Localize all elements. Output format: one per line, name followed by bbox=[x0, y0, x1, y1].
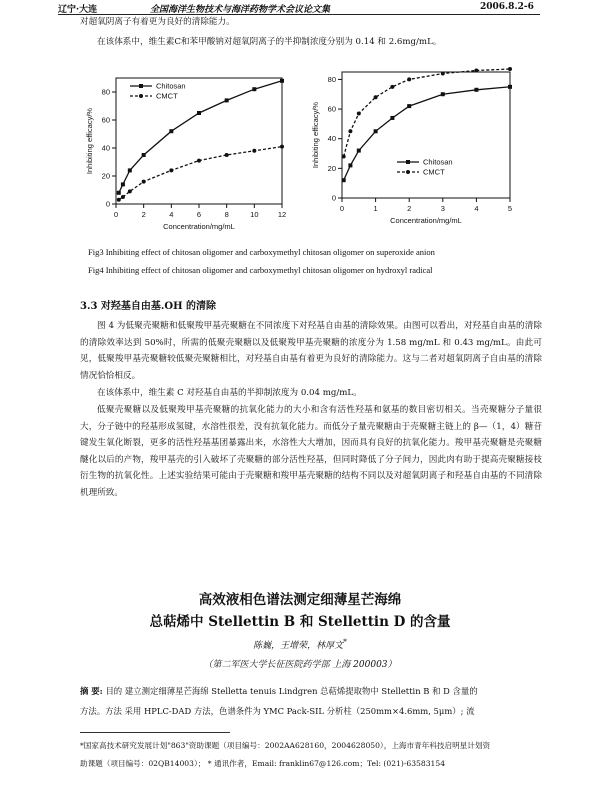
data-point-cmct bbox=[117, 198, 121, 202]
y-tick-label: 80 bbox=[101, 87, 110, 97]
fig3-caption: Fig3 Inhibiting effect of chitosan oligomer and carboxymethyl chitosan oligomer on superoxide anion bbox=[88, 247, 435, 257]
y-axis-label: Inhibiting efficacy/% bbox=[85, 107, 94, 175]
legend-label-cmct: CMCT bbox=[156, 91, 178, 101]
article-title-line-2: 总萜烯中 Stellettin B 和 Stellettin D 的含量 bbox=[149, 614, 451, 630]
legend-label-cmct: CMCT bbox=[423, 167, 445, 177]
legend-marker-cmct bbox=[139, 94, 143, 98]
abstract-text-1: 目的 建立测定细薄星芒海绵 Stelletta tenuis Lindgren 总萜烯提取物中 Stellettin B 和 D 含量的 bbox=[105, 686, 478, 696]
data-point-chitosan bbox=[280, 79, 284, 83]
section-para-1: 图 4 为低聚壳聚糖和低聚羧甲基壳聚糖在不同浓度下对羟基自由基的清除效果。由图可以看出，对羟基自由基的清除的清除效率达到 50%时，所需的低聚壳聚糖以及低聚羧甲基壳聚糖的浓度分为 1.58 mg/mL 和 0.43 mg/mL。由此可见，低聚羧甲基壳聚糖较低聚壳聚糖相比，对羟基自由基有着更为良好的清除能力。这与二者对超氧阴离子自由基的清除情况恰恰相反。 bbox=[80, 321, 542, 381]
data-point-chitosan bbox=[374, 129, 378, 133]
footnote-line-2: 助课题（项目编号：02QB14003）； * 通讯作者，Email: franklin67@126.com；Tel: (021)-63583154 bbox=[80, 759, 446, 768]
x-tick-label: 0 bbox=[339, 204, 345, 213]
body-line-2: 在该体系中，维生素C和苯甲酸钠对超氧阴离子的半抑制浓度分别为 0.14 和 2.6mg/mL。 bbox=[97, 37, 442, 47]
x-tick-label: 2 bbox=[141, 210, 146, 219]
data-point-chitosan bbox=[348, 163, 352, 167]
y-tick-label: 20 bbox=[327, 163, 336, 173]
x-tick-label: 4 bbox=[169, 210, 174, 219]
y-tick-label: 40 bbox=[101, 143, 110, 153]
x-tick-label: 2 bbox=[407, 204, 412, 213]
header-left: 辽宁·大连 bbox=[58, 5, 98, 15]
body-line-1: 对超氧阴离子有着更为良好的清除能力。 bbox=[80, 17, 235, 27]
section-para-2: 在该体系中，维生素 C 对羟基自由基的半抑制浓度为 0.04 mg/mL。 bbox=[97, 388, 362, 398]
data-point-cmct bbox=[225, 153, 229, 157]
data-point-cmct bbox=[374, 95, 378, 99]
x-axis-label: Concentration/mg/mL bbox=[390, 216, 462, 225]
data-point-cmct bbox=[128, 189, 132, 193]
data-point-chitosan bbox=[357, 149, 361, 153]
data-point-chitosan bbox=[128, 168, 132, 172]
data-point-cmct bbox=[390, 85, 394, 89]
data-point-cmct bbox=[121, 195, 125, 199]
data-point-cmct bbox=[142, 180, 146, 184]
author-mark: * bbox=[343, 637, 347, 646]
data-point-chitosan bbox=[390, 116, 394, 120]
y-tick-label: 40 bbox=[327, 134, 336, 144]
y-tick-label: 20 bbox=[101, 171, 110, 181]
fig4-caption: Fig4 Inhibiting effect of chitosan oligomer and carboxymethyl chitosan oligomer on hydroxyl radical bbox=[88, 265, 433, 275]
data-point-chitosan bbox=[407, 104, 411, 108]
x-tick-label: 8 bbox=[224, 210, 229, 219]
data-point-chitosan bbox=[225, 98, 229, 102]
y-tick-label: 0 bbox=[331, 193, 336, 203]
data-point-chitosan bbox=[342, 178, 346, 182]
data-point-cmct bbox=[342, 154, 346, 158]
data-point-cmct bbox=[357, 112, 361, 116]
y-tick-label: 60 bbox=[327, 104, 336, 114]
authors bbox=[0, 637, 600, 651]
legend-marker-cmct bbox=[406, 170, 410, 174]
author-names: 陈巍，王增荣，林厚文 bbox=[253, 641, 344, 651]
plot-frame bbox=[342, 72, 510, 198]
x-tick-label: 6 bbox=[196, 210, 202, 219]
legend-label-chitosan: Chitosan bbox=[156, 81, 186, 91]
data-point-chitosan bbox=[441, 92, 445, 96]
x-tick-label: 10 bbox=[250, 210, 259, 219]
x-tick-label: 0 bbox=[113, 210, 119, 219]
data-point-cmct bbox=[407, 77, 411, 81]
abstract-line-1 bbox=[80, 683, 542, 700]
data-point-cmct bbox=[280, 145, 284, 149]
data-point-chitosan bbox=[197, 111, 201, 115]
x-tick-label: 12 bbox=[277, 210, 287, 219]
y-tick-label: 60 bbox=[101, 115, 110, 125]
x-tick-label: 3 bbox=[440, 204, 445, 213]
fig4-chart bbox=[302, 62, 542, 247]
legend-marker-chitosan bbox=[406, 160, 410, 164]
legend-marker-chitosan bbox=[139, 84, 143, 88]
header-right: 2006.8.2-6 bbox=[480, 2, 534, 12]
data-point-chitosan bbox=[121, 182, 125, 186]
footnote-line-1: *国家高技术研究发展计划"863"资助课题（项目编号：2002AA628160，2004628050），上海市青年科技启明星计划资 bbox=[80, 741, 491, 750]
data-point-cmct bbox=[169, 168, 173, 172]
legend-label-chitosan: Chitosan bbox=[423, 157, 453, 167]
data-point-cmct bbox=[197, 159, 201, 163]
affiliation: （第二军医大学长征医院药学部 上海 200003） bbox=[203, 660, 397, 670]
fig3-chart bbox=[70, 62, 300, 247]
x-tick-label: 1 bbox=[373, 204, 378, 213]
abstract-line-2: 方法。方法 采用 HPLC-DAD 方法，色谱条件为 YMC Pack-SIL 分析柱（250mm×4.6mm, 5μm）; 流 bbox=[80, 706, 475, 716]
data-point-chitosan bbox=[474, 88, 478, 92]
y-tick-label: 0 bbox=[105, 199, 110, 209]
data-point-chitosan bbox=[252, 87, 256, 91]
data-point-chitosan bbox=[169, 129, 173, 133]
data-point-cmct bbox=[474, 69, 478, 73]
section-para-3: 低聚壳聚糖以及低聚羧甲基壳聚糖的抗氧化能力的大小和含有活性羟基和氨基的数目密切相关。当壳聚糖分子量很大，分子链中的羟基形成氢键，水溶性很差，没有抗氧化能力。而低分子量壳聚糖由于壳聚糖主链上的 β—（1，4）糖苷键发生氧化断裂，更多的活性羟基基团暴露出来，水溶性大大增加，因而具有良好的抗氧化能力。羧甲基壳聚糖是壳聚糖醚化以后的产物，羧甲基壳的引入破坏了壳聚糖的部分活性羟基，但同时降低了分子间力，因此肉有助于提高壳聚糖接枝衍生物的抗氧化性。上述实验结果可能由于壳聚糖和羧甲基壳聚糖的结构不同以及对超氧阴离子和羟基自由基的不同清除机理所致。 bbox=[80, 405, 542, 498]
y-axis-label: Inhibiting efficacy/% bbox=[311, 101, 320, 169]
x-tick-label: 4 bbox=[474, 204, 479, 213]
data-point-cmct bbox=[252, 149, 256, 153]
data-point-chitosan bbox=[117, 191, 121, 195]
data-point-cmct bbox=[348, 129, 352, 133]
x-tick-label: 5 bbox=[507, 204, 513, 213]
series-line-cmct bbox=[344, 69, 510, 157]
abstract-label: 摘 要: bbox=[80, 686, 103, 696]
data-point-chitosan bbox=[142, 153, 146, 157]
data-point-chitosan bbox=[508, 85, 512, 89]
footnote-rule bbox=[80, 732, 230, 733]
header-center: 全国海洋生物技术与海洋药物学术会议论文集 bbox=[150, 5, 331, 15]
series-line-chitosan bbox=[119, 81, 282, 193]
data-point-cmct bbox=[441, 71, 445, 75]
data-point-cmct bbox=[508, 67, 512, 71]
section-heading: 3.3 对羟基自由基.OH 的清除 bbox=[80, 301, 217, 312]
y-tick-label: 80 bbox=[327, 74, 336, 84]
article-title-line-1: 高效液相色谱法测定细薄星芒海绵 bbox=[198, 592, 402, 608]
x-axis-label: Concentration/mg/mL bbox=[163, 222, 235, 231]
